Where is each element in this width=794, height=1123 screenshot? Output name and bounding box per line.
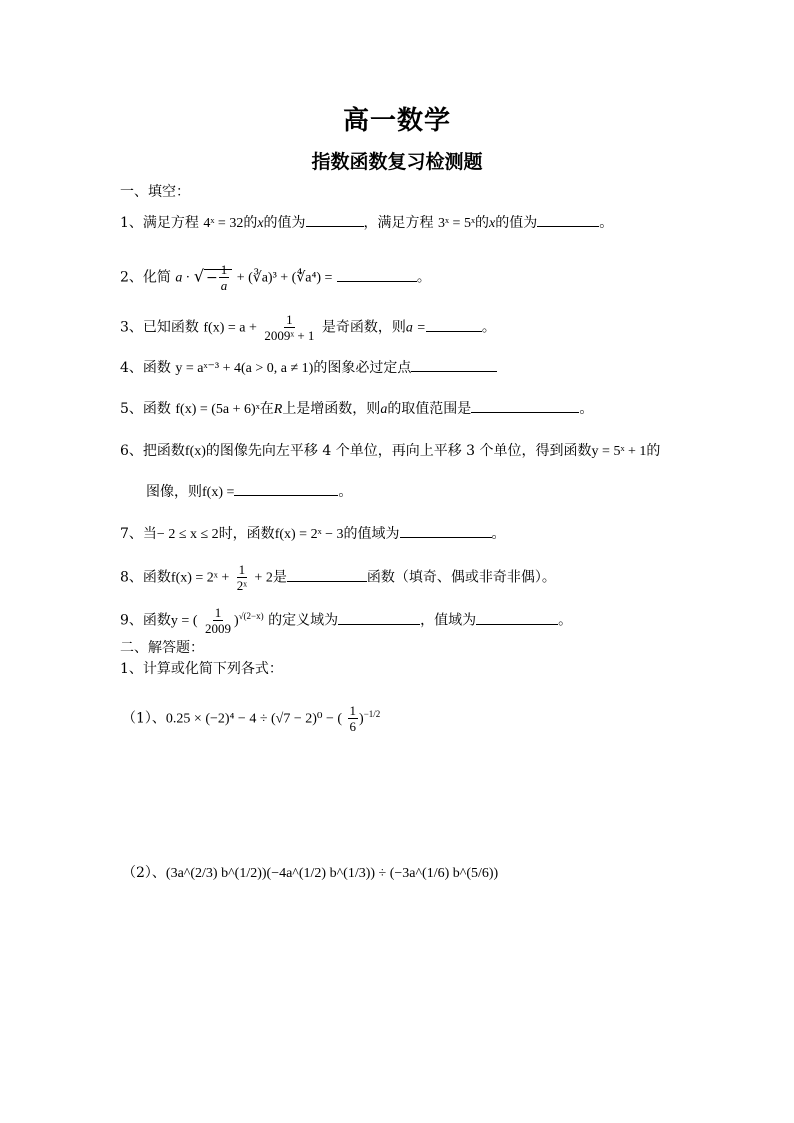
answer-blank[interactable] [411,357,497,372]
problem-1-part-1: （1）、0.25 × (−2)⁴ − 4 ÷ (√7 − 2)⁰ − ( $\frac{1}{6}$ )$^{-1/2}$ [122,703,381,734]
question-6-continued: 图像，则f(x) = 。 [146,481,352,503]
question-1: 1、满足方程 4ˣ = 32的x的值为 ，满足方程 3ˣ = 5ˣ的x的值为 。 [120,212,613,234]
page-title: 高一数学 [342,106,451,136]
section-fill-in-heading: 一、填空： [120,184,190,200]
answer-blank[interactable] [471,398,579,413]
answer-blank[interactable] [306,212,364,227]
answer-blank[interactable] [337,267,417,282]
question-6: 6、把函数f(x)的图像先向左平移 4 个单位，再向上平移 3 个单位，得到函数y = 5ˣ + 1的 [120,443,661,459]
question-5: 5、函数 f(x) = (5a + 6)ˣ在R上是增函数，则a的取值范围是 。 [120,398,593,420]
answer-blank[interactable] [426,317,482,332]
question-3: 3、已知函数 f(x) = a + $\frac{1}{\text{2009ˣ + 1}}$ 是奇函数，则a = 。 [120,312,496,343]
problem-1-heading: 1、计算或化简下列各式： [120,661,283,677]
question-9: 9、函数y = ( $\frac{1}{2009}$ )$^{√(2-x)}$ 的定义域为 ，值域为 。 [120,605,573,636]
answer-blank[interactable] [537,212,599,227]
answer-blank[interactable] [400,523,492,538]
answer-blank[interactable] [287,567,367,582]
question-2: 2、化简 a · √ − $\frac{1}{a}$ + (∛a)³ + (∜a⁴) = 。 [120,262,431,293]
question-7: 7、当− 2 ≤ x ≤ 2时，函数f(x) = 2ˣ − 3的值域为 。 [120,523,506,545]
page-subtitle: 指数函数复习检测题 [311,151,483,173]
problem-1-part-2: （2）、(3a^(2/3) b^(1/2))(−4a^(1/2) b^(1/3)) ÷ (−3a^(1/6) b^(5/6)) [122,865,499,881]
answer-blank[interactable] [234,481,338,496]
answer-blank[interactable] [476,610,558,625]
question-4: 4、函数 y = aˣ⁻³ + 4(a > 0, a ≠ 1)的图象必过定点 [120,357,497,379]
section-answer-heading: 二、解答题： [120,640,204,656]
question-8: 8、函数f(x) = 2ˣ + $\frac{1}{\text{2ˣ}}$ + 2是 函数（填奇、偶或非奇非偶）。 [120,562,556,593]
answer-blank[interactable] [338,610,420,625]
